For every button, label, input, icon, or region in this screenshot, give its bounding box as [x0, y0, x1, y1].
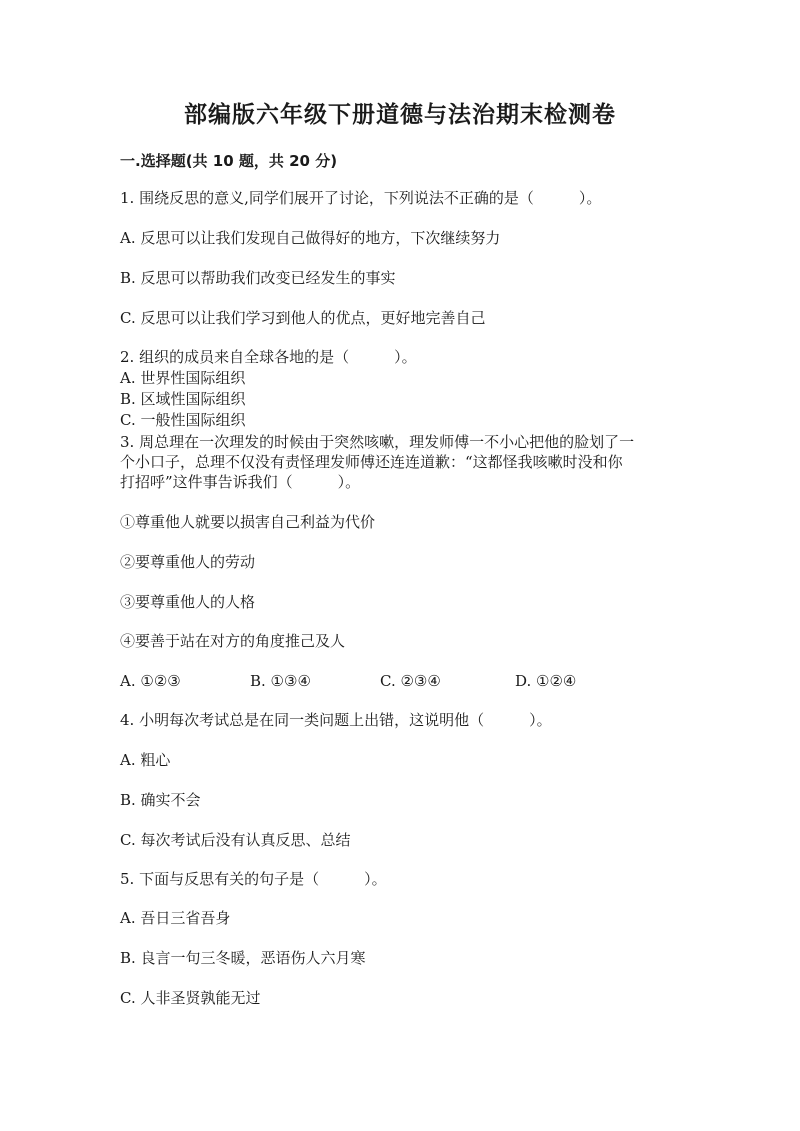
question-4-option-a: A. 粗心	[120, 751, 171, 769]
question-5-option-a: A. 吾日三省吾身	[120, 909, 231, 927]
section-heading: 一.选择题(共 10 题，共 20 分)	[120, 152, 338, 170]
question-5-option-c: C. 人非圣贤孰能无过	[120, 989, 261, 1007]
question-5-option-b: B. 良言一句三冬暖，恶语伤人六月寒	[120, 949, 366, 967]
question-2-option-c: C. 一般性国际组织	[120, 411, 246, 429]
question-4-stem: 4. 小明每次考试总是在同一类问题上出错，这说明他（ ）。	[120, 711, 552, 729]
question-1-option-a: A. 反思可以让我们发现自己做得好的地方，下次继续努力	[120, 229, 501, 247]
question-1-stem: 1. 围绕反思的意义,同学们展开了讨论，下列说法不正确的是（ ）。	[120, 189, 602, 207]
question-3-statement-2: ②要尊重他人的劳动	[120, 553, 256, 571]
question-3-stem-line-1: 3. 周总理在一次理发的时候由于突然咳嗽，理发师傅一不小心把他的脸划了一	[120, 433, 635, 451]
question-3-stem-line-3: 打招呼”这件事告诉我们（ ）。	[120, 473, 361, 491]
question-4-option-b: B. 确实不会	[120, 791, 201, 809]
question-3-statement-4: ④要善于站在对方的角度推己及人	[120, 632, 346, 650]
question-3-stem-line-2: 个小口子，总理不仅没有责怪理发师傅还连连道歉：“这都怪我咳嗽时没和你	[120, 453, 623, 471]
question-3-choice-d: D. ①②④	[515, 672, 577, 690]
question-2-option-a: A. 世界性国际组织	[120, 369, 246, 387]
question-2-stem: 2. 组织的成员来自全球各地的是（ ）。	[120, 348, 417, 366]
question-3-statement-1: ①尊重他人就要以损害自己利益为代价	[120, 513, 376, 531]
question-2-option-b: B. 区域性国际组织	[120, 390, 246, 408]
page-title: 部编版六年级下册道德与法治期末检测卷	[184, 101, 616, 128]
question-4-option-c: C. 每次考试后没有认真反思、总结	[120, 831, 351, 849]
question-5-stem: 5. 下面与反思有关的句子是（ ）。	[120, 870, 387, 888]
question-1-option-b: B. 反思可以帮助我们改变已经发生的事实	[120, 269, 396, 287]
question-3-choice-c: C. ②③④	[380, 672, 441, 690]
question-3-choice-a: A. ①②③	[120, 672, 181, 690]
question-1-option-c: C. 反思可以让我们学习到他人的优点，更好地完善自己	[120, 309, 486, 327]
question-3-statement-3: ③要尊重他人的人格	[120, 593, 256, 611]
question-3-choice-b: B. ①③④	[250, 672, 311, 690]
